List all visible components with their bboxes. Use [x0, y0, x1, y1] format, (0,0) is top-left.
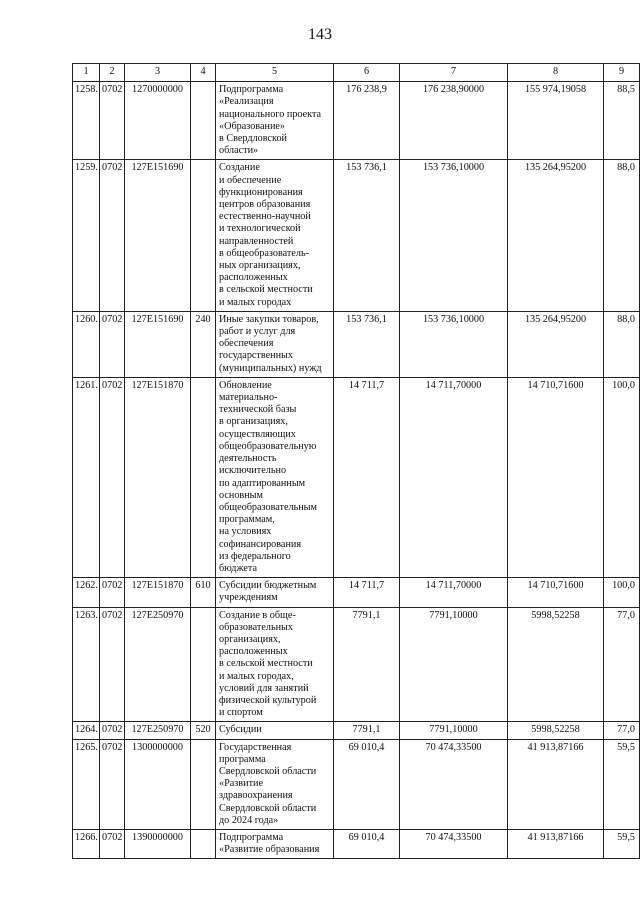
item-name-cell: Субсидии бюджетным учреждениям: [216, 578, 334, 607]
approved-amount-cell: 14 711,7: [334, 578, 400, 607]
expense-type-cell: [191, 829, 216, 858]
item-name-cell: Субсидии: [216, 722, 334, 739]
target-article-cell: 127E151870: [125, 377, 191, 577]
table-row: [73, 829, 640, 858]
specified-amount-cell: 70 474,33500: [400, 739, 508, 829]
specified-amount-cell: 7791,10000: [400, 607, 508, 722]
row-number-cell: 1265.: [73, 739, 100, 829]
executed-amount-cell: 14 710,71600: [508, 377, 604, 577]
expense-type-cell: [191, 82, 216, 160]
table-header-row: [73, 64, 640, 82]
target-article-cell: 127E250970: [125, 722, 191, 739]
approved-amount-cell: 153 736,1: [334, 311, 400, 377]
specified-amount-cell: 70 474,33500: [400, 829, 508, 858]
table-row: [73, 311, 640, 377]
row-number-cell: 1259.: [73, 160, 100, 311]
specified-amount-cell: 14 711,70000: [400, 578, 508, 607]
executed-amount-cell: 135 264,95200: [508, 160, 604, 311]
column-header: 3: [125, 64, 191, 82]
row-number-cell: 1266.: [73, 829, 100, 858]
target-article-cell: 127E151690: [125, 311, 191, 377]
executed-amount-cell: 5998,52258: [508, 722, 604, 739]
row-number-cell: 1262.: [73, 578, 100, 607]
row-number-cell: 1258.: [73, 82, 100, 160]
table-row: [73, 160, 640, 311]
execution-percent-cell: 88,0: [604, 311, 640, 377]
target-article-cell: 1270000000: [125, 82, 191, 160]
execution-percent-cell: 59,5: [604, 739, 640, 829]
item-name-cell: Создание в обще- образовательных организациях, расположенных в сельской местности и малых городах, условий для занятий физической культурой и спортом: [216, 607, 334, 722]
expense-type-cell: [191, 377, 216, 577]
executed-amount-cell: 5998,52258: [508, 607, 604, 722]
section-code-cell: 0702: [100, 82, 125, 160]
budget-table: [72, 63, 640, 859]
expense-type-cell: [191, 739, 216, 829]
expense-type-cell: 240: [191, 311, 216, 377]
specified-amount-cell: 176 238,90000: [400, 82, 508, 160]
row-number-cell: 1263.: [73, 607, 100, 722]
target-article-cell: 127E250970: [125, 607, 191, 722]
row-number-cell: 1261.: [73, 377, 100, 577]
column-header: 1: [73, 64, 100, 82]
execution-percent-cell: 100,0: [604, 578, 640, 607]
section-code-cell: 0702: [100, 829, 125, 858]
approved-amount-cell: 176 238,9: [334, 82, 400, 160]
target-article-cell: 1390000000: [125, 829, 191, 858]
executed-amount-cell: 41 913,87166: [508, 739, 604, 829]
section-code-cell: 0702: [100, 578, 125, 607]
expense-type-cell: [191, 160, 216, 311]
column-header: 9: [604, 64, 640, 82]
item-name-cell: Иные закупки товаров, работ и услуг для обеспечения государственных (муниципальных) нужд: [216, 311, 334, 377]
section-code-cell: 0702: [100, 311, 125, 377]
section-code-cell: 0702: [100, 377, 125, 577]
row-number-cell: 1264.: [73, 722, 100, 739]
execution-percent-cell: 59,5: [604, 829, 640, 858]
item-name-cell: Создание и обеспечение функционирования центров образования естественно-научной и технологической направленностей в общеобразователь- ных организациях, расположенных в сельской местности и малых городах: [216, 160, 334, 311]
expense-type-cell: 610: [191, 578, 216, 607]
table-row: [73, 722, 640, 739]
approved-amount-cell: 14 711,7: [334, 377, 400, 577]
expense-type-cell: 520: [191, 722, 216, 739]
row-number-cell: 1260.: [73, 311, 100, 377]
approved-amount-cell: 69 010,4: [334, 829, 400, 858]
executed-amount-cell: 155 974,19058: [508, 82, 604, 160]
item-name-cell: Государственная программа Свердловской области «Развитие здравоохранения Свердловской области до 2024 года»: [216, 739, 334, 829]
table-body: [73, 82, 640, 859]
execution-percent-cell: 88,5: [604, 82, 640, 160]
page-number: 143: [308, 26, 332, 43]
approved-amount-cell: 7791,1: [334, 607, 400, 722]
table-row: [73, 739, 640, 829]
column-header: 8: [508, 64, 604, 82]
specified-amount-cell: 14 711,70000: [400, 377, 508, 577]
section-code-cell: 0702: [100, 607, 125, 722]
column-header: 7: [400, 64, 508, 82]
table-row: [73, 82, 640, 160]
approved-amount-cell: 153 736,1: [334, 160, 400, 311]
item-name-cell: Обновление материально- технической базы в организациях, осуществляющих общеобразовательную деятельность исключительно по адаптированным основным общеобразовательным программам, на условиях софинансирования из федерального бюджета: [216, 377, 334, 577]
target-article-cell: 127E151870: [125, 578, 191, 607]
executed-amount-cell: 135 264,95200: [508, 311, 604, 377]
specified-amount-cell: 153 736,10000: [400, 311, 508, 377]
specified-amount-cell: 7791,10000: [400, 722, 508, 739]
section-code-cell: 0702: [100, 722, 125, 739]
section-code-cell: 0702: [100, 160, 125, 311]
executed-amount-cell: 41 913,87166: [508, 829, 604, 858]
approved-amount-cell: 69 010,4: [334, 739, 400, 829]
approved-amount-cell: 7791,1: [334, 722, 400, 739]
target-article-cell: 127E151690: [125, 160, 191, 311]
specified-amount-cell: 153 736,10000: [400, 160, 508, 311]
expense-type-cell: [191, 607, 216, 722]
column-header: 6: [334, 64, 400, 82]
execution-percent-cell: 77,0: [604, 607, 640, 722]
table-row: [73, 578, 640, 607]
column-header: 5: [216, 64, 334, 82]
execution-percent-cell: 88,0: [604, 160, 640, 311]
column-header: 4: [191, 64, 216, 82]
execution-percent-cell: 100,0: [604, 377, 640, 577]
table-row: [73, 377, 640, 577]
executed-amount-cell: 14 710,71600: [508, 578, 604, 607]
execution-percent-cell: 77,0: [604, 722, 640, 739]
section-code-cell: 0702: [100, 739, 125, 829]
table-row: [73, 607, 640, 722]
target-article-cell: 1300000000: [125, 739, 191, 829]
item-name-cell: Подпрограмма «Развитие образования: [216, 829, 334, 858]
item-name-cell: Подпрограмма «Реализация национального проекта «Образование» в Свердловской области»: [216, 82, 334, 160]
column-header: 2: [100, 64, 125, 82]
